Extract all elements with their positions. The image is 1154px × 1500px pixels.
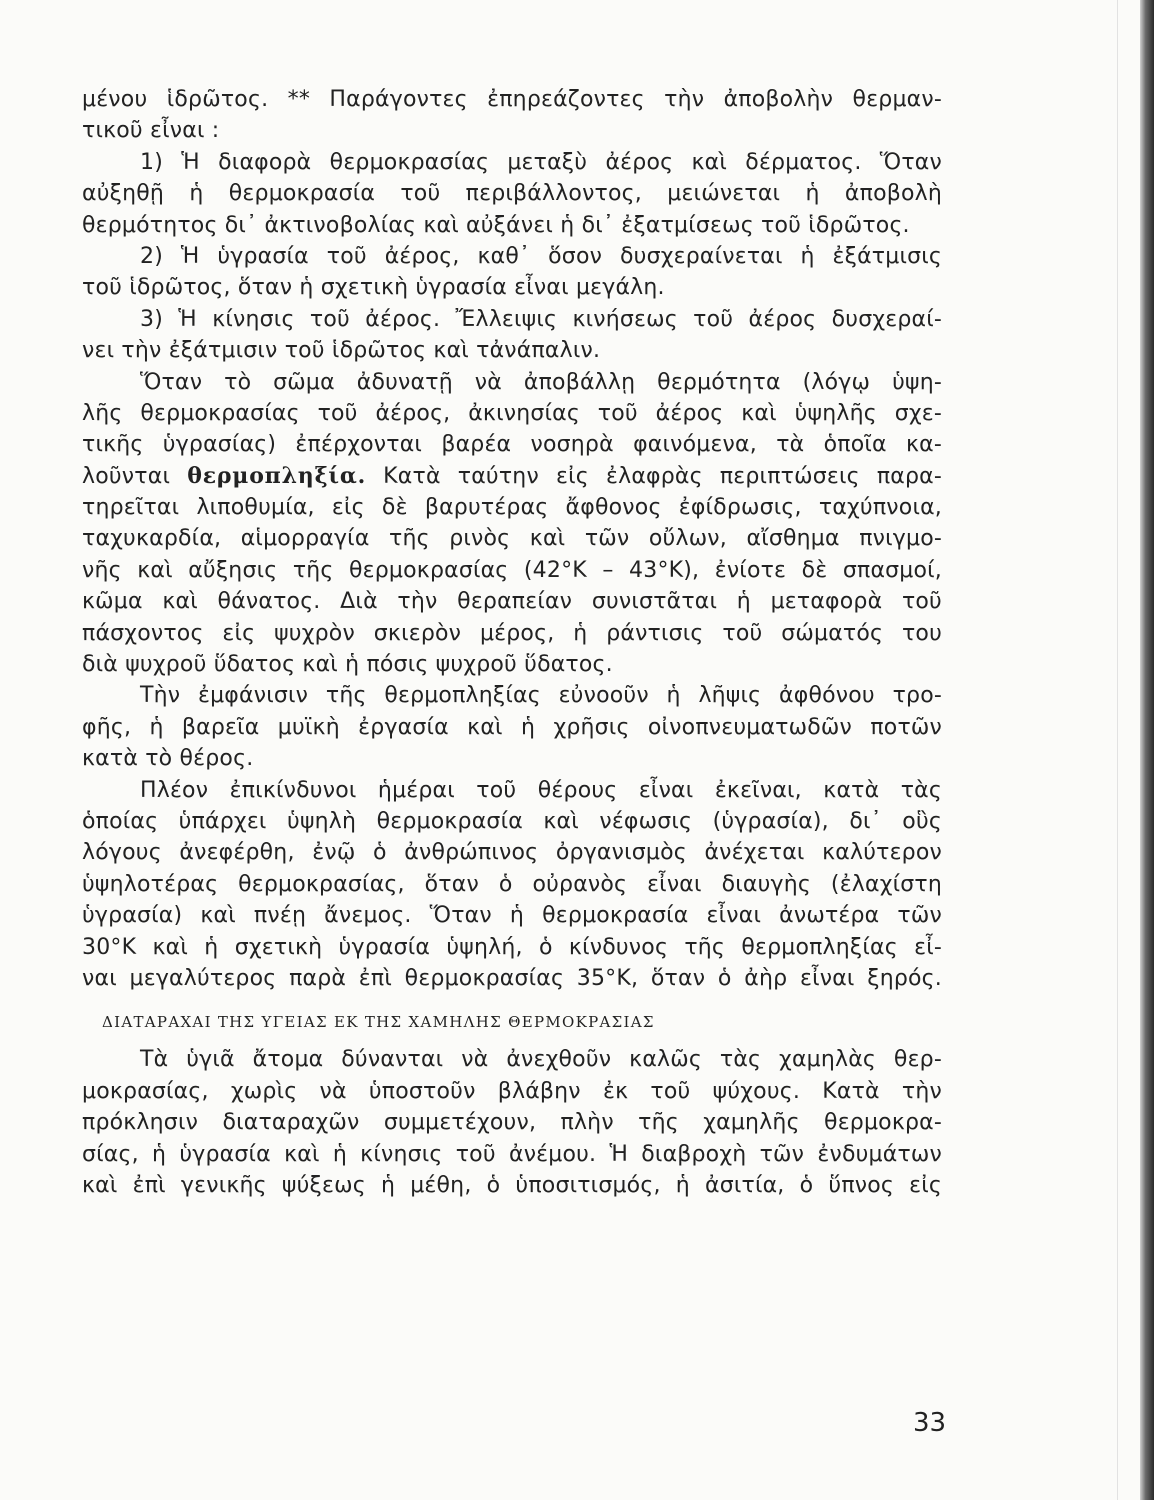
text-line: ταχυκαρδία, αἱμορραγία τῆς ρινὸς καὶ τῶν οὔλων, αἴσθημα πνιγμο- — [82, 526, 942, 552]
text-line: λῆς θερμοκρασίας τοῦ ἀέρος, ἀκινησίας τοῦ ἀέρος καὶ ὑψηλῆς σχε- — [82, 400, 942, 426]
text-line: 3) Ἡ κίνησις τοῦ ἀέρος. Ἔλλειψις κινήσεως τοῦ ἀέρος δυσχεραί- — [140, 306, 942, 332]
text-line: διὰ ψυχροῦ ὕδατος καὶ ἡ πόσις ψυχροῦ ὕδατος. — [82, 652, 613, 678]
text-line: Τὰ ὑγιᾶ ἄτομα δύνανται νὰ ἀνεχθοῦν καλῶς τὰς χαμηλὰς θερ- — [140, 1047, 942, 1073]
page-number: 33 — [913, 1408, 947, 1438]
text-line: Ὅταν τὸ σῶμα ἀδυνατῇ νὰ ἀποβάλλῃ θερμότητα (λόγῳ ὑψη- — [140, 369, 942, 395]
text-line: Τὴν ἐμφάνισιν τῆς θερμοπληξίας εὐνοοῦν ἡ λῆψις ἀφθόνου τρο- — [140, 683, 942, 709]
text-line: φῆς, ἡ βαρεῖα μυϊκὴ ἐργασία καὶ ἡ χρῆσις οἰνοπνευματωδῶν ποτῶν — [82, 714, 942, 740]
text-line: 2) Ἡ ὑγρασία τοῦ ἀέρος, καθ᾽ ὅσον δυσχεραίνεται ἡ ἐξάτμισις — [140, 243, 942, 269]
page-body — [82, 84, 942, 1201]
text-line — [82, 461, 942, 492]
text-line: μοκρασίας, χωρὶς νὰ ὑποστοῦν βλάβην ἐκ τοῦ ψύχους. Κατὰ τὴν — [82, 1078, 942, 1104]
page-fold-line — [1117, 0, 1118, 1500]
text-line: αὐξηθῇ ἡ θερμοκρασία τοῦ περιβάλλοντος, μειώνεται ἡ ἀποβολὴ — [82, 181, 942, 207]
text-line: καὶ ἐπὶ γενικῆς ψύξεως ἡ μέθη, ὁ ὑποσιτισμός, ἡ ἀσιτία, ὁ ὕπνος εἰς — [82, 1172, 942, 1198]
text-line: ὁποίας ὑπάρχει ὑψηλὴ θερμοκρασία καὶ νέφωσις (ὑγρασία), δι᾽ οὓς — [82, 808, 942, 834]
text-line: ναι μεγαλύτερος παρὰ ἐπὶ θερμοκρασίας 35°Κ, ὅταν ὁ ἀὴρ εἶναι ξηρός. — [82, 965, 942, 991]
text-fragment: Κατὰ ταύτην εἰς ἐλαφρὰς περιπτώσεις παρα- — [366, 463, 942, 489]
text-line: πρόκλησιν διαταραχῶν συμμετέχουν, πλὴν τῆς χαμηλῆς θερμοκρα- — [82, 1110, 942, 1136]
text-line: πάσχοντος εἰς ψυχρὸν σκιερὸν μέρος, ἡ ράντισις τοῦ σώματός του — [82, 620, 942, 646]
text-line: τικοῦ εἶναι : — [82, 118, 220, 144]
text-line: ὑψηλοτέρας θερμοκρασίας, ὅταν ὁ οὐρανὸς εἶναι διαυγὴς (ἐλαχίστη — [82, 871, 942, 897]
text-line: νῆς καὶ αὔξησις τῆς θερμοκρασίας (42°Κ – 43°Κ), ἐνίοτε δὲ σπασμοί, — [82, 557, 942, 583]
text-fragment: λοῦνται — [82, 463, 188, 489]
text-line: 1) Ἡ διαφορὰ θερμοκρασίας μεταξὺ ἀέρος καὶ δέρματος. Ὅταν — [140, 149, 942, 175]
text-line: τικῆς ὑγρασίας) ἐπέρχονται βαρέα νοσηρὰ φαινόμενα, τὰ ὁποῖα κα- — [82, 432, 942, 458]
text-line: τηρεῖται λιποθυμία, εἰς δὲ βαρυτέρας ἄφθονος ἐφίδρωσις, ταχύπνοια, — [82, 495, 942, 521]
text-line: θερμότητος δι᾽ ἀκτινοβολίας καὶ αὐξάνει ἡ δι᾽ ἐξατμίσεως τοῦ ἱδρῶτος. — [82, 212, 910, 238]
text-line: τοῦ ἱδρῶτος, ὅταν ἡ σχετικὴ ὑγρασία εἶναι μεγάλη. — [82, 275, 665, 301]
section-heading: ΔΙΑΤΑΡΑΧΑΙ ΤΗΣ ΥΓΕΙΑΣ ΕΚ ΤΗΣ ΧΑΜΗΛΗΣ ΘΕΡΜΟΚΡΑΣΙΑΣ — [102, 1013, 655, 1032]
text-line: νει τὴν ἐξάτμισιν τοῦ ἱδρῶτος καὶ τἀνάπαλιν. — [82, 338, 601, 364]
bold-term: θερμοπληξία. — [187, 462, 367, 489]
text-line: κατὰ τὸ θέρος. — [82, 746, 254, 772]
book-binding-edge — [1140, 0, 1154, 1500]
text-line: μένου ἱδρῶτος. ** Παράγοντες ἐπηρεάζοντες τὴν ἀποβολὴν θερμαν- — [82, 87, 942, 112]
text-line: λόγους ἀνεφέρθη, ἐνῷ ὁ ἀνθρώπινος ὀργανισμὸς ἀνέχεται καλύτερον — [82, 840, 942, 866]
text-line: κῶμα καὶ θάνατος. Διὰ τὴν θεραπείαν συνιστᾶται ἡ μεταφορὰ τοῦ — [82, 589, 942, 615]
text-line: σίας, ἡ ὑγρασία καὶ ἡ κίνησις τοῦ ἀνέμου. Ἡ διαβροχὴ τῶν ἐνδυμάτων — [82, 1141, 942, 1167]
text-line: 30°Κ καὶ ἡ σχετικὴ ὑγρασία ὑψηλή, ὁ κίνδυνος τῆς θερμοπληξίας εἶ- — [82, 934, 942, 960]
text-line: Πλέον ἐπικίνδυνοι ἡμέραι τοῦ θέρους εἶναι ἐκεῖναι, κατὰ τὰς — [140, 777, 942, 803]
text-line: ὑγρασία) καὶ πνέῃ ἄνεμος. Ὅταν ἡ θερμοκρασία εἶναι ἀνωτέρα τῶν — [82, 903, 942, 929]
